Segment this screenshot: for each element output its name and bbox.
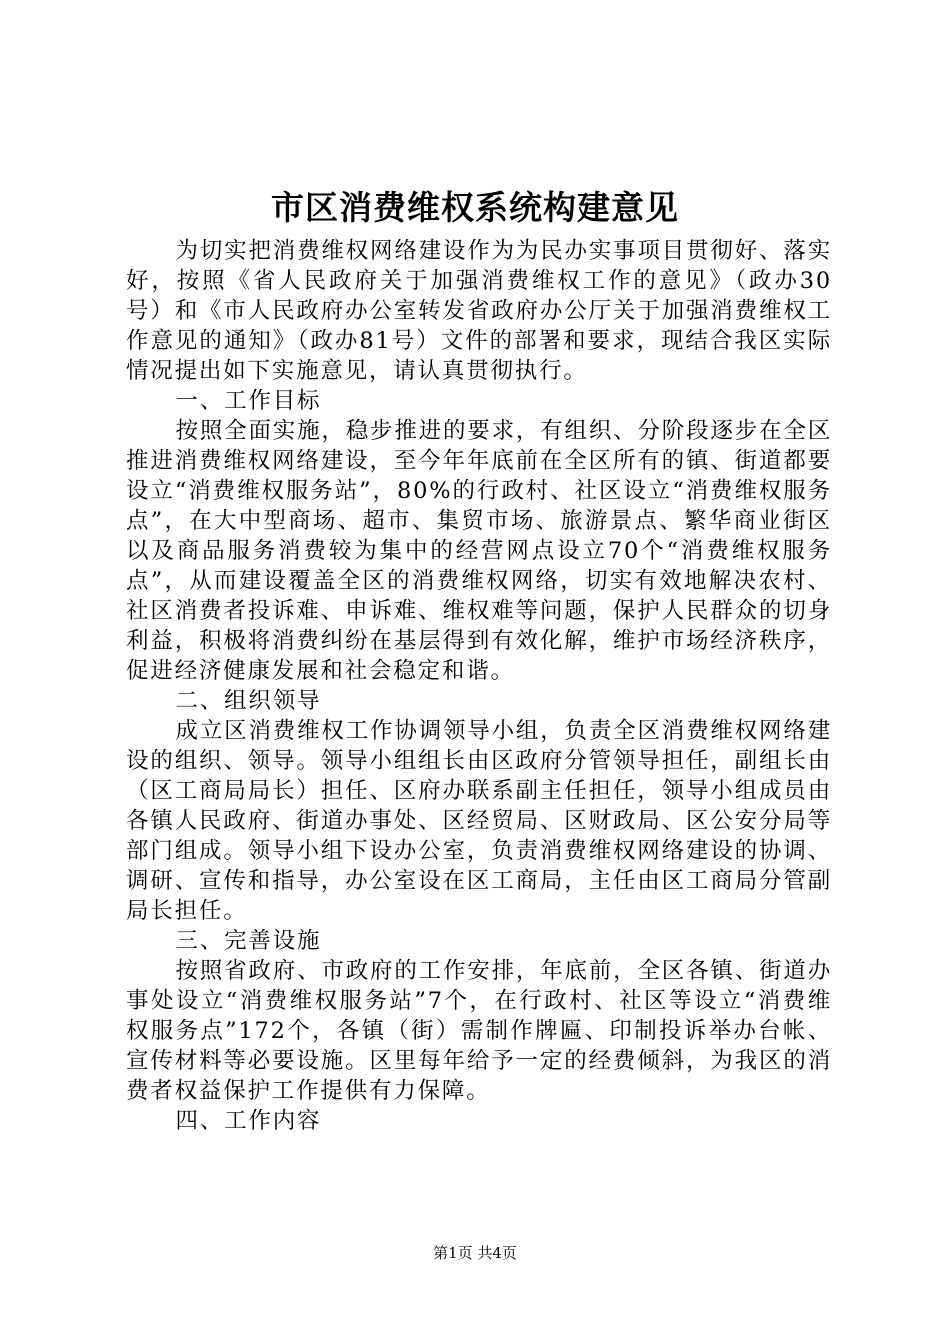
facilities-paragraph: 按照省政府、市政府的工作安排，年底前，全区各镇、街道办事处设立“消费维权服务站”7个，在行政村、社区等设立“消费维权服务点”172个，各镇（街）需制作牌匾、印制投诉举办台帐、宣传材料等必要设施。区里每年给予一定的经费倾斜，为我区的消费者权益保护工作提供有力保障。 <box>126 958 832 1104</box>
document-title: 市区消费维权系统构建意见 <box>271 188 679 227</box>
intro-paragraph: 为切实把消费维权网络建设作为为民办实事项目贯彻好、落实好，按照《省人民政府关于加强消费维权工作的意见》（政办30号）和《市人民政府办公室转发省政府办公厅关于加强消费维权工作意见的通知》（政办81号）文件的部署和要求，现结合我区实际情况提出如下实施意见，请认真贯彻执行。 <box>126 238 832 384</box>
document-body <box>126 236 832 1136</box>
page-number-footer: 第1页 共4页 <box>433 1244 517 1262</box>
section-heading-organization: 二、组织领导 <box>175 688 322 714</box>
section-heading-work-goals: 一、工作目标 <box>175 388 322 414</box>
section-heading-work-content: 四、工作内容 <box>175 1108 322 1134</box>
work-goals-paragraph: 按照全面实施，稳步推进的要求，有组织、分阶段逐步在全区推进消费维权网络建设，至今年年底前在全区所有的镇、街道都要设立“消费维权服务站”，80%的行政村、社区设立“消费维权服务点”，在大中型商场、超市、集贸市场、旅游景点、繁华商业街区以及商品服务消费较为集中的经营网点设立70个“消费维权服务点”，从而建设覆盖全区的消费维权网络，切实有效地解决农村、社区消费者投诉难、申诉难、维权难等问题，保护人民群众的切身利益，积极将消费纠纷在基层得到有效化解，维护市场经济秩序，促进经济健康发展和社会稳定和谐。 <box>126 418 832 684</box>
section-heading-facilities: 三、完善设施 <box>175 928 322 954</box>
organization-paragraph: 成立区消费维权工作协调领导小组，负责全区消费维权网络建设的组织、领导。领导小组组长由区政府分管领导担任，副组长由（区工商局局长）担任、区府办联系副主任担任，领导小组成员由各镇人民政府、街道办事处、区经贸局、区财政局、区公安分局等部门组成。领导小组下设办公室，负责消费维权网络建设的协调、调研、宣传和指导，办公室设在区工商局，主任由区工商局分管副局长担任。 <box>126 718 832 924</box>
